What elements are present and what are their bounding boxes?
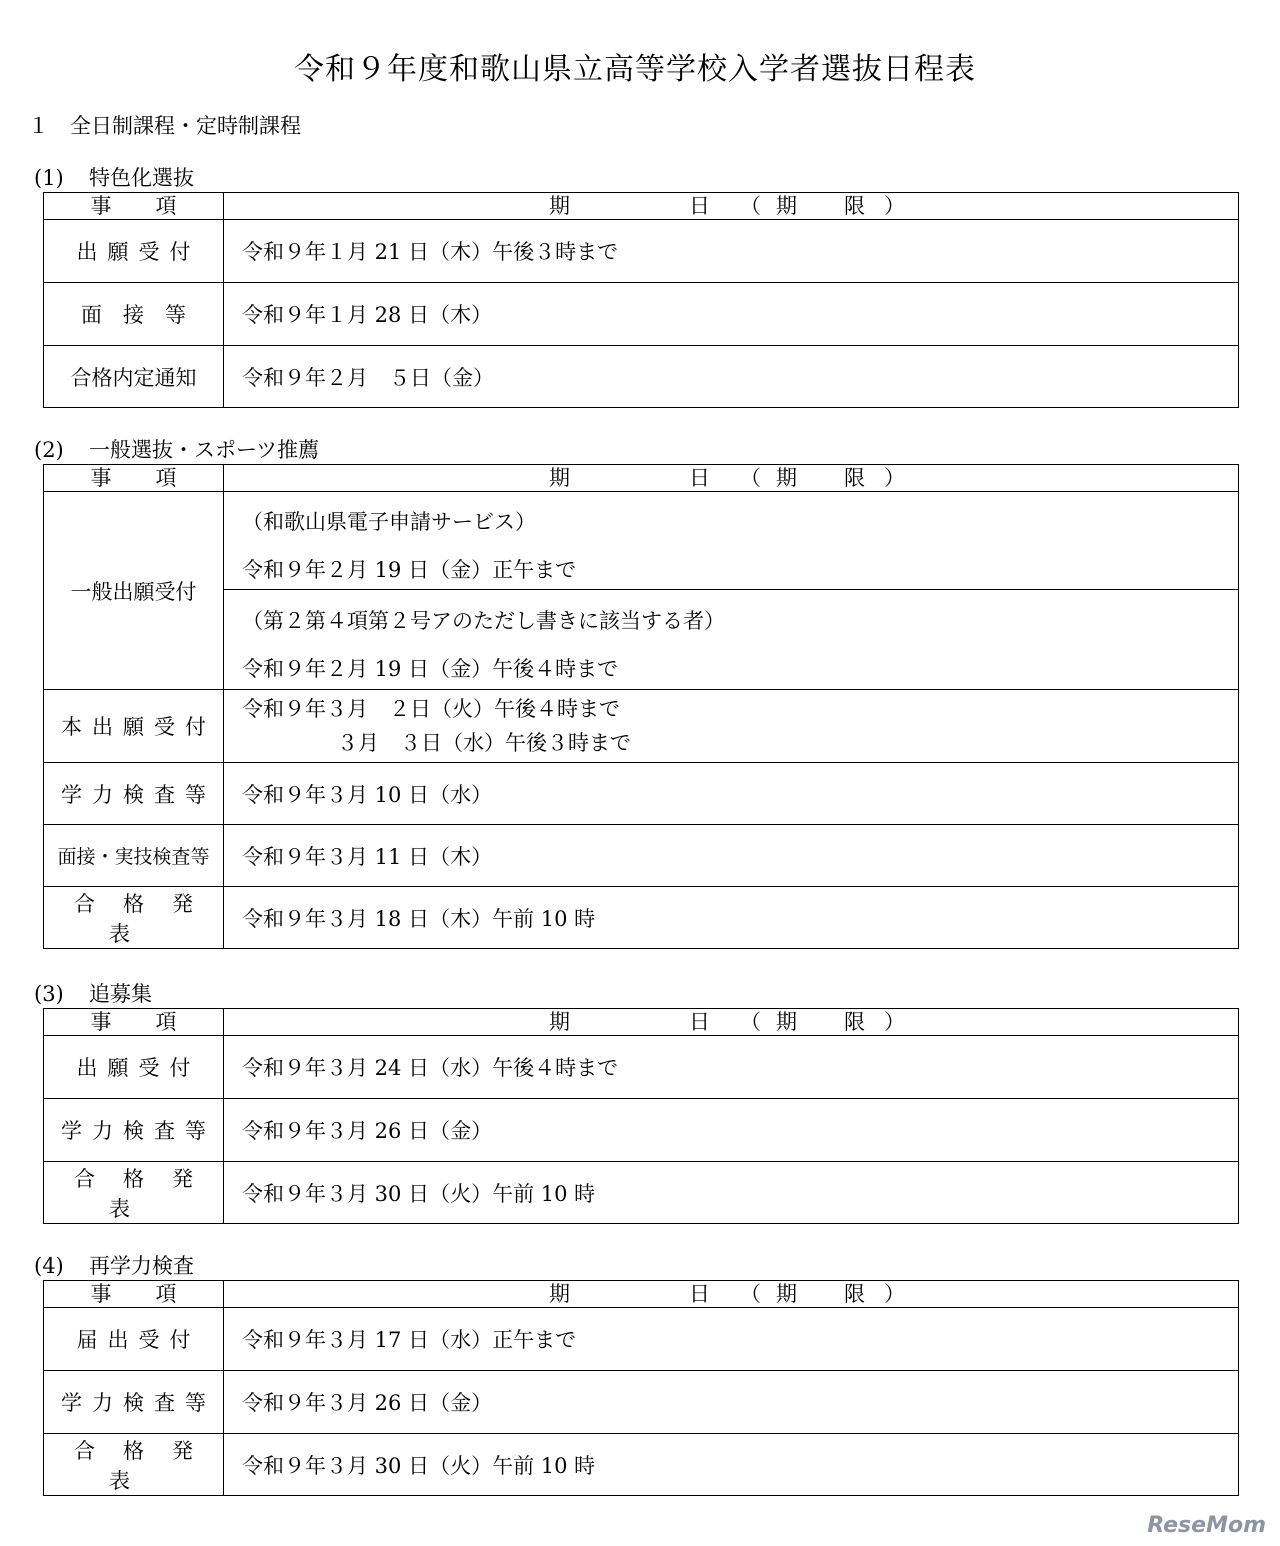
table-row [44,590,1239,690]
row-date-group [224,590,1239,690]
schedule-table [43,192,1239,408]
table-row [44,1371,1239,1434]
row-item: 届出受付 [44,1308,224,1371]
table-caption [34,164,1240,192]
header-date: 期 日 （ 期 限 ） [224,193,1239,220]
table-caption [34,436,1240,464]
row-date: 令和９年１月 21 日（木）午後３時まで [224,220,1239,283]
row-date: 令和９年３月 24 日（水）午後４時まで [224,1036,1239,1099]
caption-number: (4) [34,1254,64,1278]
header-item: 事 項 [44,1281,224,1308]
row-date: 令和９年３月 10 日（水） [224,763,1239,825]
row-item: 面 接 等 [44,283,224,346]
table-header-row [44,465,1239,492]
row-item: 学力検査等 [44,1099,224,1162]
caption-label: 追募集 [89,982,152,1006]
caption-number: (1) [34,166,64,190]
schedule-block-1 [34,164,1240,408]
table-row [44,346,1239,408]
row-item: 合格発表 [44,1162,224,1224]
schedule-block-2 [34,436,1240,949]
caption-label: 再学力検査 [89,1254,194,1278]
row-item: 一般出願受付 [44,492,224,690]
row-date: 令和９年２月 19 日（金）午後４時まで [242,656,619,681]
row-date: 令和９年２月 19 日（金）正午まで [242,557,577,582]
row-date: 令和９年３月 30 日（火）午前 10 時 [224,1434,1239,1496]
row-date: 令和９年１月 28 日（木） [224,283,1239,346]
row-item: 本出願受付 [44,690,224,763]
row-date: 令和９年３月 18 日（木）午前 10 時 [224,887,1239,949]
header-item: 事 項 [44,193,224,220]
row-note: （第２第４項第２号アのただし書きに該当する者） [242,608,725,633]
table-row [44,220,1239,283]
schedule-table [43,1280,1239,1496]
table-row [44,1308,1239,1371]
table-header-row [44,1281,1239,1308]
header-item: 事 項 [44,465,224,492]
table-row [44,1099,1239,1162]
row-date: 令和９年２月 ５日（金） [224,346,1239,408]
caption-number: (2) [34,438,64,462]
table-row [44,763,1239,825]
page-title: 令和９年度和歌山県立高等学校入学者選抜日程表 [294,52,976,87]
schedule-table [43,1008,1239,1224]
table-row [44,1036,1239,1099]
row-date-group [224,690,1239,763]
row-date: 令和９年３月 17 日（水）正午まで [224,1308,1239,1371]
row-item: 合格発表 [44,1434,224,1496]
table-header-row [44,1009,1239,1036]
table-row [44,887,1239,949]
table-caption [34,980,1240,1008]
resemom-logo: ReseMom [1147,1513,1266,1538]
header-date: 期 日 （ 期 限 ） [224,1009,1239,1036]
row-date: 令和９年３月 ２日（火）午後４時まで [242,697,620,721]
schedule-block-3 [34,980,1240,1224]
row-item: 出願受付 [44,220,224,283]
row-note: （和歌山県電子申請サービス） [242,509,536,534]
table-caption [34,1252,1240,1280]
caption-label: 特色化選抜 [89,166,194,190]
table-header-row [44,193,1239,220]
table-row [44,1162,1239,1224]
row-item: 学力検査等 [44,763,224,825]
table-row [44,1434,1239,1496]
section-label: 全日制課程・定時制課程 [70,114,301,138]
schedule-table [43,464,1239,949]
row-item: 学力検査等 [44,1371,224,1434]
row-item: 合格内定通知 [44,346,224,408]
table-row [44,283,1239,346]
row-date: 令和９年３月 26 日（金） [224,1099,1239,1162]
row-item: 面接・実技検査等 [44,825,224,887]
row-date: ３月 ３日（水）午後３時まで [337,731,631,755]
table-row [44,690,1239,763]
table-row [44,492,1239,590]
caption-number: (3) [34,982,64,1006]
header-date: 期 日 （ 期 限 ） [224,465,1239,492]
row-date: 令和９年３月 26 日（金） [224,1371,1239,1434]
row-date: 令和９年３月 11 日（木） [224,825,1239,887]
row-item: 合格発表 [44,887,224,949]
table-row [44,825,1239,887]
row-date-group [224,492,1239,590]
header-date: 期 日 （ 期 限 ） [224,1281,1239,1308]
row-date: 令和９年３月 30 日（火）午前 10 時 [224,1162,1239,1224]
section-heading [28,110,301,140]
row-item: 出願受付 [44,1036,224,1099]
section-number: １ [28,114,49,138]
header-item: 事 項 [44,1009,224,1036]
schedule-block-4 [34,1252,1240,1496]
caption-label: 一般選抜・スポーツ推薦 [89,438,320,462]
